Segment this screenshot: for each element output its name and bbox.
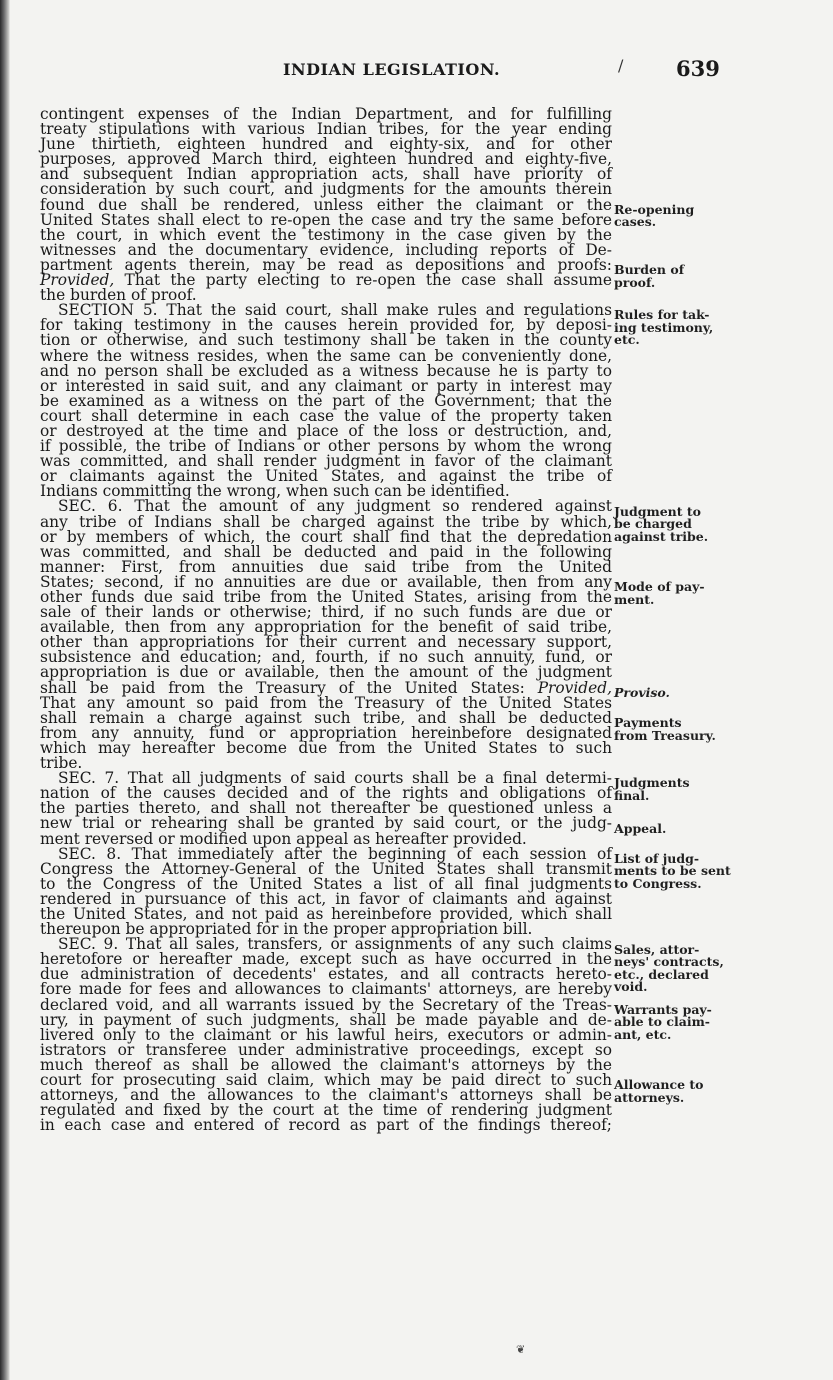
margin-note [614, 777, 730, 802]
margin-note-line: from Treasury. [614, 727, 716, 743]
text-line: SEC. 8. That immediately after the beginning of each session of [58, 844, 612, 863]
text-line: court for prosecuting said claim, which may be paid direct to such [40, 1071, 612, 1089]
text-line: purposes, approved March third, eighteen hundred and eighty-five, [40, 150, 612, 169]
text-line: other funds due said tribe from the United States, arising from the [40, 588, 612, 606]
text-line: rendered in pursuance of this act, in favor of claimants and against [40, 889, 612, 908]
text-line: witnesses and the documentary evidence, including reports of De- [40, 240, 612, 259]
stray-pen-mark: / [618, 56, 624, 75]
text-line: or interested in said suit, and any claimant or party in interest may [40, 376, 612, 395]
margin-note-line: Warrants pay- [614, 1001, 712, 1017]
text-line: any tribe of Indians shall be charged against the tribe by which, [40, 512, 612, 531]
text-line: sale of their lands or otherwise; third, if no such funds are due or [40, 603, 612, 622]
text-line: from any annuity, fund or appropriation hereinbefore designated [40, 723, 612, 742]
margin-note-line: attorneys. [614, 1089, 685, 1105]
margin-note-line: Proviso. [614, 684, 670, 700]
text-line: nation of the causes decided and of the rights and obligations of [40, 784, 612, 803]
margin-note-line: against tribe. [614, 528, 709, 544]
margin-note [614, 1079, 730, 1104]
text-line: States; second, if no annuities are due or available, then from any [40, 572, 612, 591]
text-line: if possible, the tribe of Indians or other persons by whom the wrong [40, 437, 612, 456]
text-line: appropriation is due or available, then the amount of the judgment [40, 663, 612, 682]
text-line: tribe. [40, 754, 83, 773]
text-line: SEC. 6. That the amount of any judgment so rendered against [58, 497, 612, 516]
text-line: SECTION 5. That the said court, shall make rules and regulations [58, 301, 612, 320]
text-line: due administration of decedents' estates, and all contracts hereto- [40, 965, 612, 984]
text-line: available, then from any appropriation for the benefit of said tribe, [40, 618, 612, 637]
text-line: Indians committing the wrong, when such can be identified. [40, 482, 510, 501]
margin-note-line: ant, etc. [614, 1026, 672, 1042]
margin-note [614, 503, 730, 544]
text-line: the burden of proof. [40, 286, 197, 305]
text-line: be examined as a witness on the part of the Government; that the [40, 391, 612, 410]
text-line: istrators or transferee under administrative proceedings, except so [40, 1040, 612, 1059]
margin-note-line: ing testimony, [614, 319, 714, 335]
proviso-italic: Provided, [40, 271, 115, 290]
margin-note-line: Re-opening [614, 201, 695, 217]
text-line: treaty stipulations with various Indian tribes, for the year ending [40, 120, 612, 139]
text-line: in each case and entered of record as part of the findings thereof; [40, 1116, 612, 1135]
text-line: SEC. 7. That all judgments of said courts shall be a final determi- [58, 769, 612, 788]
margin-note-line: Mode of pay- [614, 579, 705, 595]
text-line: for taking testimony in the causes herein provided for, by deposi- [40, 316, 612, 335]
text-line: the parties thereto, and shall not thereafter be questioned unless a [40, 799, 612, 818]
text-line: Congress the Attorney-General of the United States shall transmit [40, 859, 612, 878]
text-line: declared void, and all warrants issued by the Secretary of the Treas- [40, 995, 612, 1014]
margin-note-line: Appeal. [614, 820, 667, 836]
text-line: shall be paid from the Treasury of the United States: Provided, [40, 678, 612, 697]
text-line: tion or otherwise, and such testimony shall be taken in the county [40, 331, 612, 350]
margin-note-line: proof. [614, 274, 656, 290]
text-line: ury, in payment of such judgments, shall be made payable and de- [40, 1010, 612, 1029]
margin-note-line: be charged [614, 516, 692, 532]
margin-note [614, 684, 730, 700]
running-title: INDIAN LEGISLATION. [283, 60, 501, 79]
text-line: and no person shall be excluded as a witness because he is party to [40, 361, 612, 380]
text-line: court shall determine in each case the value of the property taken [40, 406, 612, 425]
text-line: That any amount so paid from the Treasury of the United States [40, 693, 612, 712]
text-line: United States shall elect to re-open the case and try the same before [40, 210, 612, 229]
text-line: partment agents therein, may be read as depositions and proofs: [40, 255, 612, 274]
page-header [0, 58, 833, 88]
margin-note-line: Rules for tak- [614, 307, 710, 323]
margin-note-line: Allowance to [614, 1077, 704, 1093]
text-line: new trial or rehearing shall be granted by said court, or the judg- [40, 814, 612, 833]
margin-note-line: Burden of [614, 262, 685, 277]
text-line: subsistence and education; and, fourth, if no such annuity, fund, or [40, 648, 612, 667]
text-line: thereupon be appropriated for in the proper appropriation bill. [40, 920, 533, 939]
margin-note-line: etc., declared [614, 966, 709, 982]
margin-note-line: Judgments [614, 775, 690, 791]
text-line: other than appropriations for their current and necessary support, [40, 633, 612, 652]
margin-note-line: ments to be sent [614, 863, 731, 879]
text-line: where the witness resides, when the same can be conveniently done, [40, 346, 612, 365]
margin-note-line: ment. [614, 591, 655, 607]
margin-note-line: Sales, attor- [614, 941, 700, 957]
margin-note [614, 717, 730, 742]
text-line: SEC. 9. That all sales, transfers, or assignments of any such claims [58, 935, 612, 954]
margin-note-line: neys' contracts, [614, 954, 724, 969]
margin-note-line: final. [614, 787, 650, 803]
text-line: much thereof as shall be allowed the claimant's attorneys by the [40, 1055, 612, 1074]
margin-note [614, 264, 730, 289]
text-line: contingent expenses of the Indian Department, and for fulfilling [40, 105, 612, 123]
text-line: the United States, and not paid as hereinbefore provided, which shall [40, 904, 612, 923]
text-line: manner: First, from annuities due said tribe from the United [40, 557, 612, 576]
margin-note [614, 850, 731, 891]
margin-note [614, 201, 730, 230]
margin-note-line: void. [614, 979, 648, 994]
margin-note-line: cases. [614, 214, 657, 230]
margin-note [614, 820, 730, 836]
text-line: or by members of which, the court shall find that the depredation [40, 527, 612, 546]
text-line: June thirtieth, eighteen hundred and eighty-six, and for other [40, 135, 612, 154]
text-line: and subsequent Indian appropriation acts, shall have priority of [40, 165, 612, 184]
text-line: or destroyed at the time and place of the loss or destruction, and, [40, 421, 612, 440]
margin-note-line: etc. [614, 332, 640, 348]
text-line: ment reversed or modified upon appeal as hereafter provided. [40, 829, 527, 848]
text-line: which may hereafter become due from the United States to such [40, 738, 612, 757]
text-line: shall remain a charge against such tribe, and shall be deducted [40, 708, 612, 727]
page-number: 639 [676, 56, 720, 81]
margin-note [614, 1001, 730, 1042]
text-line: or claimants against the United States, and against the tribe of [40, 467, 612, 486]
page-edge-shadow [0, 0, 10, 1380]
text-line: attorneys, and the allowances to the claimant's attorneys shall be [40, 1086, 612, 1105]
ornament-mark: ❦ [516, 1343, 526, 1356]
proviso-italic: Provided, [537, 678, 612, 697]
margin-note [614, 941, 730, 994]
margin-note [614, 581, 730, 606]
margin-note-line: to Congress. [614, 875, 702, 891]
text-line: the court, in which event the testimony in the case given by the [40, 225, 612, 244]
text-line: livered only to the claimant or his lawful heirs, executors or admin- [40, 1025, 612, 1044]
text-line: was committed, and shall render judgment in favor of the claimant [40, 452, 612, 471]
margin-note-line: able to claim- [614, 1014, 710, 1030]
body-text [40, 107, 612, 1133]
margin-note [614, 309, 730, 347]
margin-note-line: Payments [614, 715, 682, 730]
text-line: was committed, and shall be deducted and paid in the following [40, 542, 612, 561]
text-line: fore made for fees and allowances to claimants' attorneys, are hereby [40, 980, 612, 999]
text-line: consideration by such court, and judgments for the amounts therein [40, 180, 612, 199]
margin-note-line: List of judg- [614, 850, 700, 866]
text-line: found due shall be rendered, unless either the claimant or the [40, 195, 612, 214]
text-line: Provided, That the party electing to re-open the case shall assume [40, 271, 612, 290]
margin-note-line: Judgment to [614, 503, 701, 519]
text-line: heretofore or hereafter made, except such as have occurred in the [40, 950, 612, 969]
text-line: to the Congress of the United States a list of all final judgments [40, 874, 612, 893]
text-line: regulated and fixed by the court at the time of rendering judgment [40, 1101, 612, 1120]
